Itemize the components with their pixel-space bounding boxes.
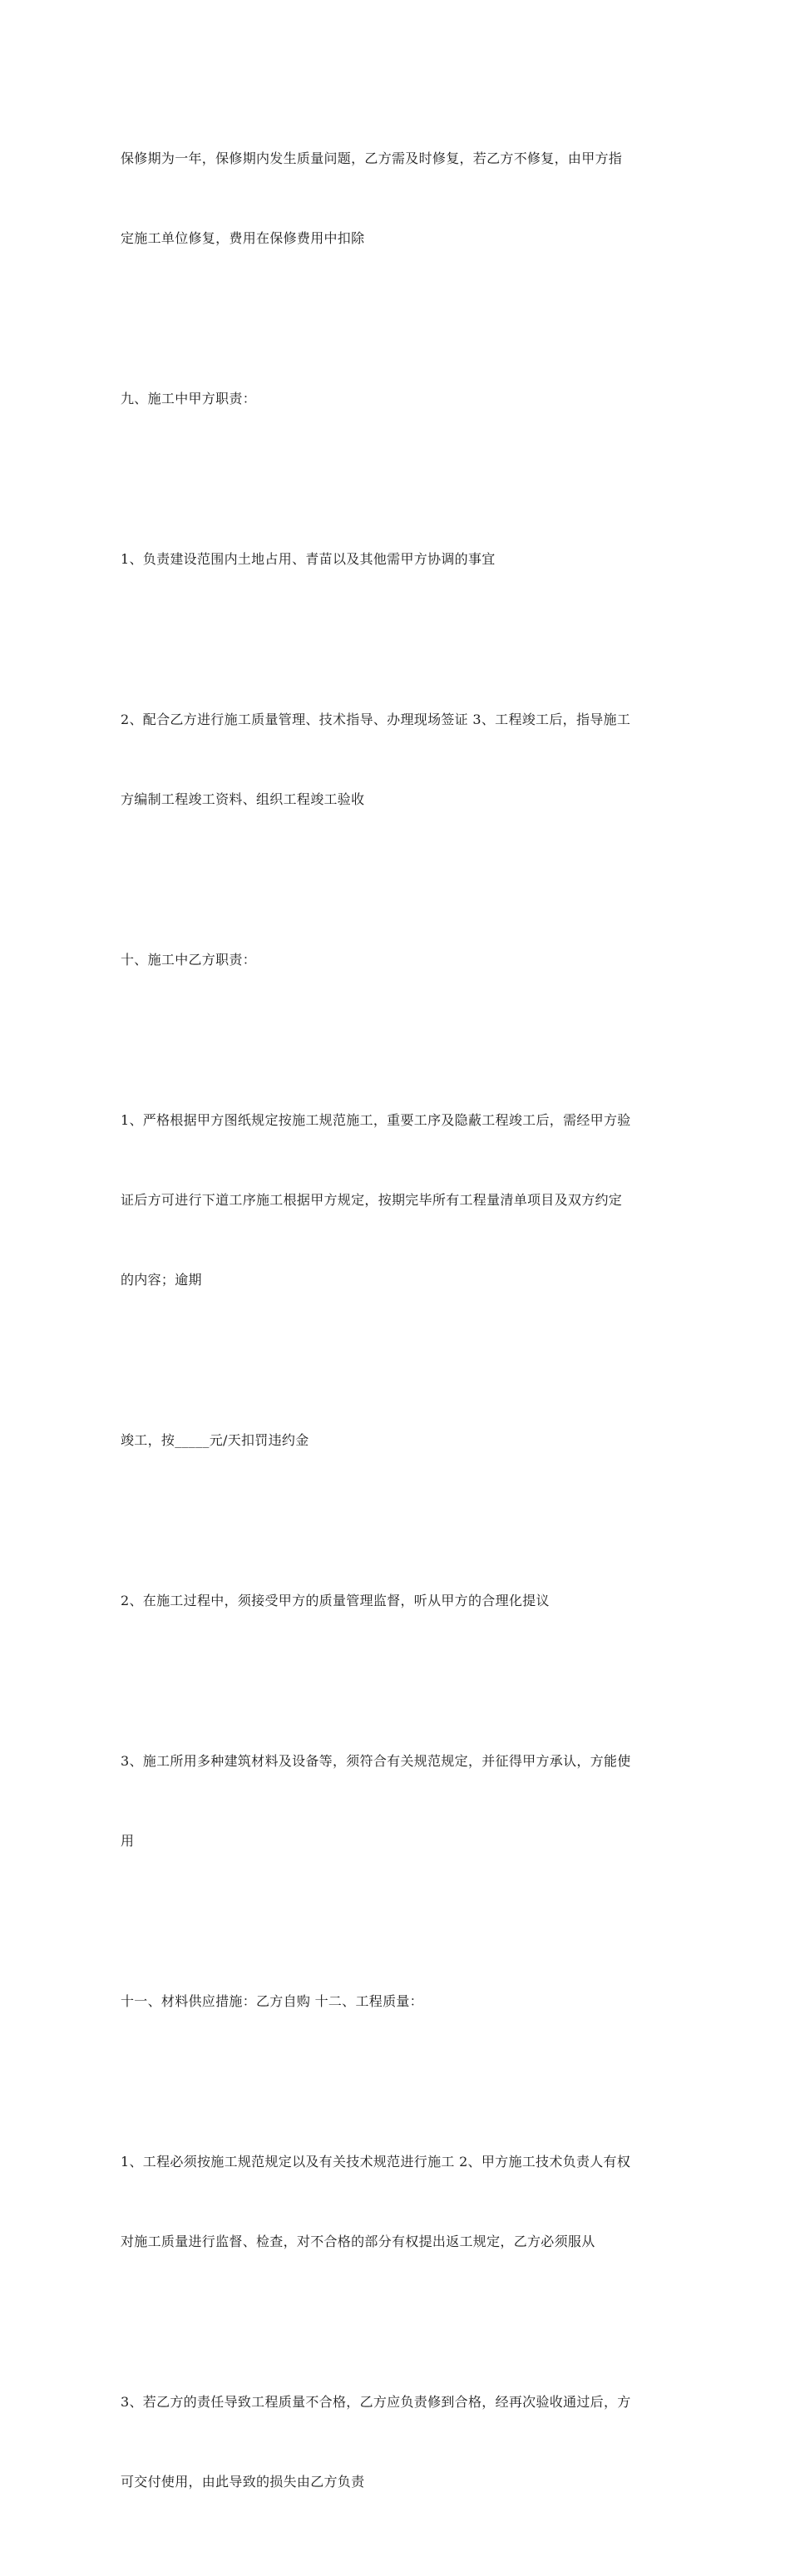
text-line: 竣工，按_____元/天扣罚违约金 bbox=[121, 1432, 309, 1448]
text-line: 的内容；逾期 bbox=[121, 1272, 202, 1288]
section-heading-materials-quality bbox=[121, 1935, 678, 2068]
text-line: 3、施工所用多种建筑材料及设备等，须符合有关规范规定，并征得甲方承认，方能使 bbox=[121, 1753, 631, 1769]
text-line: 1、负责建设范围内土地占用、青苗以及其他需甲方协调的事宜 bbox=[121, 551, 496, 567]
text-line: 方编制工程竣工资料、组织工程竣工验收 bbox=[121, 791, 365, 807]
text-line: 用 bbox=[121, 1833, 135, 1849]
text-line: 十、施工中乙方职责： bbox=[121, 952, 257, 968]
paragraph-warranty bbox=[121, 92, 678, 305]
section-heading-party-a-duties bbox=[121, 332, 678, 465]
text-line: 证后方可进行下道工序施工根据甲方规定，按期完毕所有工程量清单项目及双方约定 bbox=[121, 1192, 623, 1208]
text-line: 可交付使用，由此导致的损失由乙方负责 bbox=[121, 2474, 365, 2490]
text-line: 2、在施工过程中，须接受甲方的质量管理监督，听从甲方的合理化提议 bbox=[121, 1593, 550, 1608]
text-line: 1、工程必须按施工规范规定以及有关技术规范进行施工 2、甲方施工技术负责人有权 bbox=[121, 2154, 631, 2170]
paragraph-party-b-item-2 bbox=[121, 1534, 678, 1667]
text-line: 3、若乙方的责任导致工程质量不合格，乙方应负责修到合格，经再次验收通过后，方 bbox=[121, 2394, 631, 2410]
paragraph-penalty bbox=[121, 1374, 678, 1507]
paragraph-party-b-item-1 bbox=[121, 1054, 678, 1347]
text-line: 十一、材料供应措施：乙方自购 十二、工程质量： bbox=[121, 1993, 423, 2009]
text-line: 九、施工中甲方职责： bbox=[121, 391, 257, 406]
paragraph-party-a-item-2-3 bbox=[121, 653, 678, 866]
paragraph-quality-item-1-2 bbox=[121, 2096, 678, 2308]
paragraph-party-b-item-3 bbox=[121, 1695, 678, 1908]
paragraph-party-a-item-1 bbox=[121, 493, 678, 626]
paragraph-quality-item-3 bbox=[121, 2336, 678, 2549]
text-line: 对施工质量进行监督、检查，对不合格的部分有权提出返工规定，乙方必须服从 bbox=[121, 2234, 595, 2249]
text-line: 定施工单位修复，费用在保修费用中扣除 bbox=[121, 230, 365, 246]
text-line: 2、配合乙方进行施工质量管理、技术指导、办理现场签证 3、工程竣工后，指导施工 bbox=[121, 712, 631, 727]
section-heading-party-b-duties bbox=[121, 894, 678, 1027]
text-line: 保修期为一年，保修期内发生质量问题，乙方需及时修复，若乙方不修复，由甲方指 bbox=[121, 150, 623, 166]
text-line: 1、严格根据甲方图纸规定按施工规范施工，重要工序及隐蔽工程竣工后，需经甲方验 bbox=[121, 1112, 631, 1128]
document-body bbox=[121, 92, 678, 2576]
